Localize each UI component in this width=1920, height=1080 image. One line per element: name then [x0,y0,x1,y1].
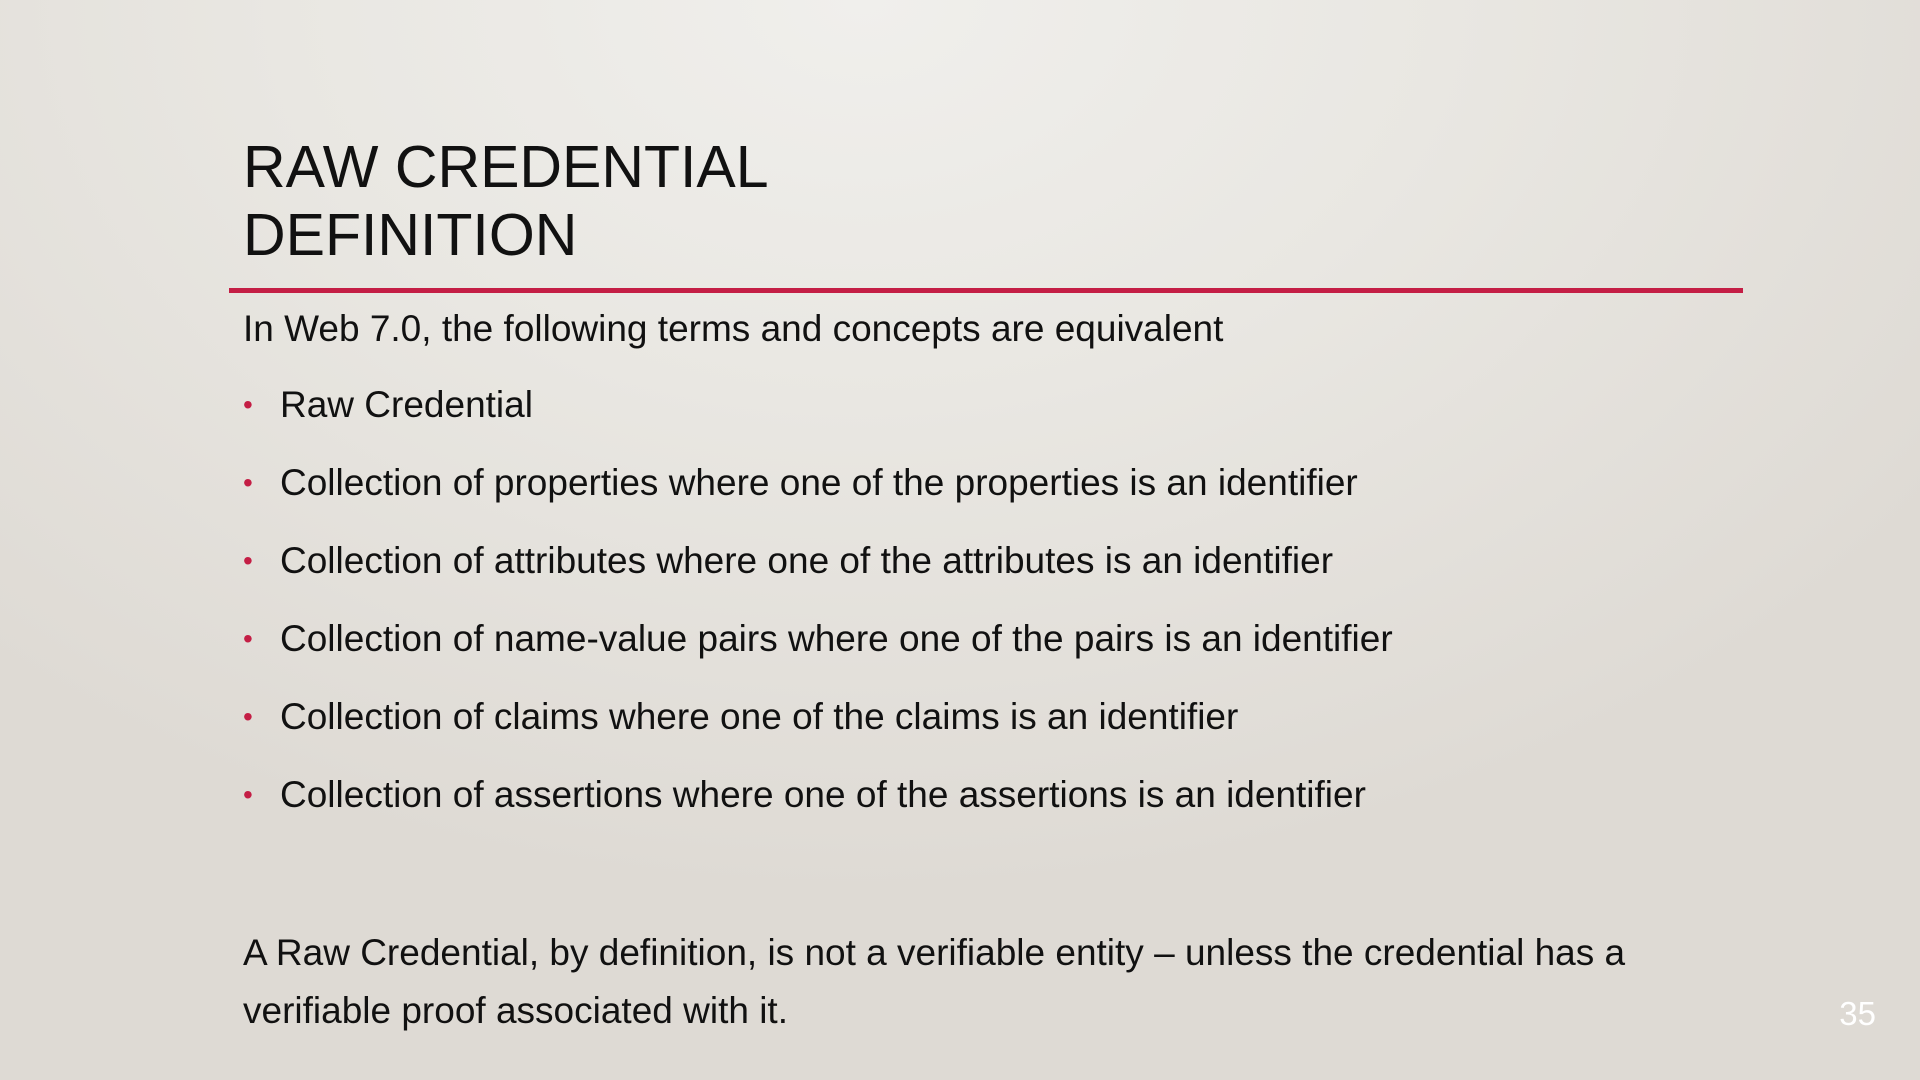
list-item [243,381,1393,459]
list-item-text: Raw Credential [280,384,533,425]
bullet-icon: • [243,623,253,654]
list-item [243,693,1393,771]
list-item [243,771,1393,849]
bullet-icon: • [243,467,253,498]
page-number: 35 [1839,995,1876,1032]
list-item [243,537,1393,615]
closing-paragraph [243,924,1663,1040]
bullet-icon: • [243,701,253,732]
title-divider [229,288,1743,293]
slide-title-line-2: DEFINITION [243,202,578,268]
list-item [243,615,1393,693]
list-item-text: Collection of name-value pairs where one of the pairs is an identifier [280,618,1393,659]
bullet-icon: • [243,389,253,420]
list-item [243,459,1393,537]
intro-text: In Web 7.0, the following terms and concepts are equivalent [243,308,1224,349]
slide-title [243,133,1643,269]
slide-title-line-1: RAW CREDENTIAL [243,134,769,200]
bullet-icon: • [243,545,253,576]
bullet-list [243,381,1393,849]
list-item-text: Collection of assertions where one of the assertions is an identifier [280,774,1366,815]
list-item-text: Collection of properties where one of the properties is an identifier [280,462,1358,503]
list-item-text: Collection of claims where one of the claims is an identifier [280,696,1239,737]
list-item-text: Collection of attributes where one of the attributes is an identifier [280,540,1334,581]
closing-line-1: A Raw Credential, by definition, is not a verifiable entity – unless the credential has a [243,932,1626,973]
bullet-icon: • [243,779,253,810]
closing-line-2: verifiable proof associated with it. [243,990,788,1031]
